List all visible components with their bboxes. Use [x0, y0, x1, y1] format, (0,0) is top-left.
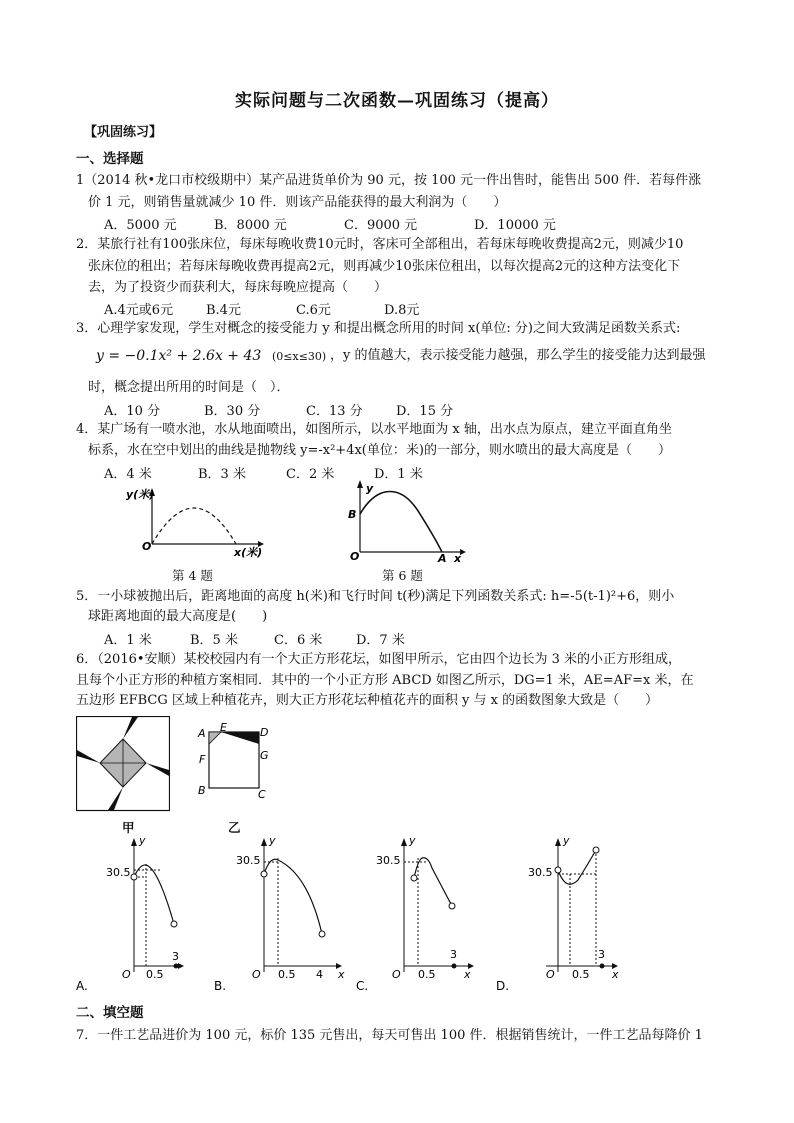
end-label: 3 [450, 948, 457, 961]
half-label: 0.5 [572, 968, 590, 981]
q1-option-c: C．9000 元 [344, 218, 418, 233]
label-d: D [260, 726, 269, 739]
graph-curve [414, 858, 452, 906]
q4-line1: 4．某广场有一喷水池，水从地面喷出，如图所示，以水平地面为 x 轴，出水点为原点，建立平面直角坐 [76, 422, 672, 437]
option-letter: A. [76, 979, 88, 990]
fountain-figure [118, 484, 268, 566]
point-a-label: A [438, 552, 447, 562]
graph-option-c [354, 834, 484, 990]
q5-option-b: B．5 米 [190, 633, 238, 648]
label-c: C [258, 788, 266, 801]
q2-option-a: A.4元或6元 [104, 303, 174, 318]
point-b-label: B [348, 508, 357, 521]
graph-curve [264, 859, 322, 934]
open-point-start [555, 867, 561, 873]
q2-option-b: B.4元 [206, 303, 241, 318]
fig-yi-label: 乙 [228, 820, 241, 835]
q2-line2: 张床位的租出；若每床每晚收费再提高2元，则再减少10张床位租出，以每次提高2元的这种方法变化下 [88, 259, 681, 274]
q3-line3: 时，概念提出所用的时间是（ ）． [88, 380, 290, 395]
page-title: 实际问题与二次函数—巩固练习（提高） [235, 91, 559, 111]
end-label: 4 [316, 968, 323, 981]
y-label: y [409, 834, 416, 847]
half-label: 0.5 [146, 968, 164, 981]
origin-label: O [142, 540, 152, 553]
q4-option-b: B．3 米 [198, 467, 246, 482]
q6-line1: 6．（2016•安顺）某校校园内有一个大正方形花坛，如图甲所示，它由四个边长为 3 米的小正方形组成， [76, 652, 682, 667]
y-arrow [555, 838, 561, 846]
label-b: B [198, 784, 206, 797]
label-e: E [220, 722, 227, 734]
q3-option-d: D．15 分 [396, 404, 454, 419]
option-letter: D. [496, 979, 510, 990]
y-label: y [269, 834, 276, 847]
x-label: x [464, 968, 471, 981]
origin-label: O [252, 968, 261, 981]
y-axis-label: y(米) [126, 488, 155, 501]
q3-option-a: A．10 分 [104, 404, 161, 419]
section-heading-choice: 一、选择题 [76, 151, 144, 167]
origin-label: O [122, 968, 131, 981]
fig-jia-label: 甲 [122, 820, 135, 835]
q5-line1: 5．一小球被抛出后，距离地面的高度 h(米)和飞行时间 t(秒)满足下列函数关系式: h=-5(t-1)²+6，则小 [76, 589, 675, 604]
x-label: x [338, 968, 345, 981]
section-tag: 【巩固练习】 [84, 125, 163, 140]
y-arrow [357, 480, 363, 488]
q2-option-d: D.8元 [384, 303, 420, 318]
half-label: 0.5 [278, 968, 296, 981]
q1-option-a: A．5000 元 [104, 218, 177, 233]
parabola-curve [360, 492, 442, 553]
q4-option-d: D．1 米 [374, 467, 423, 482]
open-point-end [319, 931, 325, 937]
end-label: 3 [172, 950, 179, 963]
q2-line1: 2．某旅行社有100张床位，每床每晚收费10元时，客床可全部租出，若每床每晚收费提高2元，则减少10 [76, 237, 684, 252]
q6-line2: 且每个小正方形的种植方案相同．其中的一个小正方形 ABCD 如图乙所示，DG=1 米，AE=AF=x 米，在 [76, 673, 694, 688]
graph-option-a [76, 834, 186, 990]
open-point-end [593, 847, 599, 853]
label-g: G [260, 749, 269, 762]
fig6-caption: 第 6 题 [382, 568, 423, 583]
x-axis-label: x(米) [234, 546, 263, 559]
q6-line3: 五边形 EFBCG 区域上种植花卉，则大正方形花坛种植花卉的面积 y 与 x 的函数图象大致是（ ） [76, 693, 659, 708]
q4-option-a: A．4 米 [104, 467, 152, 482]
x-arrow [178, 963, 184, 969]
parabola-curve [152, 508, 236, 544]
graph-option-b [214, 834, 354, 990]
q1-line1: 1（2014 秋•龙口市校级期中）某产品进货单价为 90 元，按 100 元一件出售时，能售出 500 件．若每件涨 [76, 173, 702, 188]
y-label: y [563, 834, 570, 847]
origin-label: O [546, 968, 555, 981]
origin-label: O [392, 968, 401, 981]
y-label: y [139, 834, 146, 847]
parabola-figure [344, 478, 470, 562]
tick-point [600, 964, 605, 969]
y-arrow [401, 838, 407, 846]
value-label: 30.5 [376, 854, 401, 867]
tick-point [174, 964, 179, 969]
q2-line3: 去，为了投资少而获利大，每床每晚应提高（ ） [88, 280, 388, 295]
y-arrow [131, 838, 137, 846]
q3-range: (0≤x≤30) [272, 350, 327, 363]
open-point-end [171, 921, 177, 927]
open-point-start [261, 871, 267, 877]
value-label: 30.5 [106, 866, 131, 879]
flowerbed-figure-jia [76, 716, 170, 812]
q2-option-c: C.6元 [296, 303, 331, 318]
value-label: 30.5 [528, 866, 553, 879]
q3-formula: y = −0.1x² + 2.6x + 43 [96, 348, 262, 364]
q5-option-c: C．6 米 [274, 633, 323, 648]
q7-line1: 7．一件工艺品进价为 100 元，标价 135 元售出，每天可售出 100 件．根据销售统计，一件工艺品每降价 1 [76, 1028, 703, 1043]
x-label: x [612, 968, 619, 981]
q3-line1: 3．心理学家发现，学生对概念的接受能力 y 和提出概念所用的时间 x(单位: 分)之间大致满足函数关系式: [76, 321, 681, 336]
label-a: A [198, 727, 206, 740]
option-letter: B. [214, 979, 227, 990]
q5-line2: 球距离地面的最大高度是( ) [88, 609, 268, 624]
q1-option-d: D．10000 元 [474, 218, 556, 233]
q4-line2: 标系，水在空中划出的曲线是抛物线 y=-x²+4x(单位：米)的一部分，则水喷出的最大高度是（ ） [88, 443, 671, 458]
x-label: x [454, 552, 462, 562]
q1-option-b: B．8000 元 [214, 218, 287, 233]
graph-option-d [494, 834, 634, 990]
open-point-end [449, 903, 455, 909]
y-label: y [366, 482, 374, 495]
q5-option-a: A．1 米 [104, 633, 152, 648]
q5-option-d: D．7 米 [356, 633, 405, 648]
half-label: 0.5 [418, 968, 436, 981]
q3-option-b: B．30 分 [204, 404, 261, 419]
fig4-caption: 第 4 题 [172, 568, 213, 583]
label-f: F [199, 753, 206, 766]
open-point-start [411, 875, 417, 881]
graph-curve [134, 865, 174, 924]
value-label: 30.5 [236, 854, 261, 867]
origin-label: O [350, 550, 360, 562]
y-arrow [261, 838, 267, 846]
section-heading-fill: 二、填空题 [76, 1005, 144, 1021]
q1-line2: 价 1 元，则销售量就减少 10 件．则该产品能获得的最大利润为（ ） [88, 195, 507, 210]
q3-line2: ，y 的值越大，表示接受能力越强，那么学生的接受能力达到最强 [330, 348, 706, 363]
graph-curve [558, 850, 596, 884]
tick-point [452, 964, 457, 969]
open-point-start [131, 874, 137, 880]
end-label: 3 [598, 948, 605, 961]
q3-option-c: C．13 分 [306, 404, 363, 419]
option-letter: C. [356, 979, 369, 990]
q4-option-c: C．2 米 [286, 467, 335, 482]
square-abcd-figure [194, 722, 278, 804]
